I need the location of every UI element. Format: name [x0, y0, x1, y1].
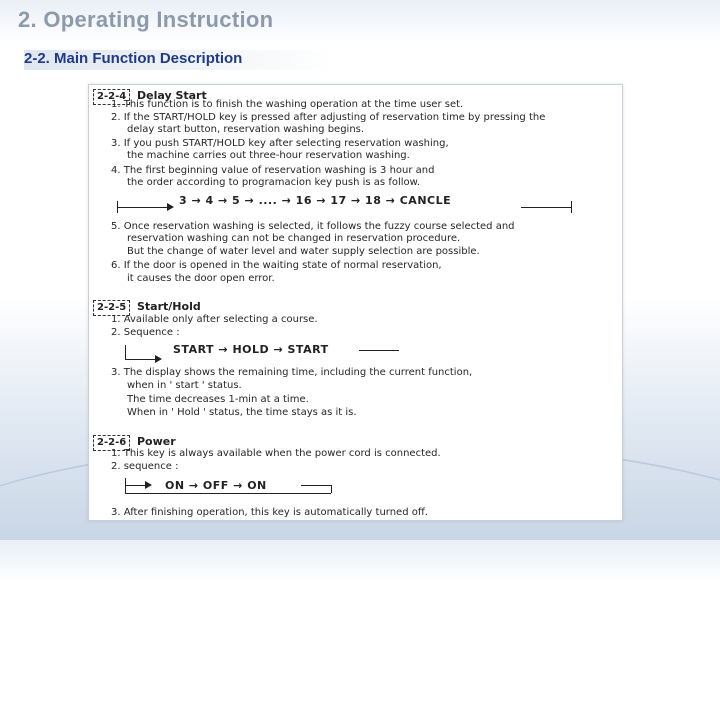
section-code-badge: 2-2-5	[93, 300, 130, 316]
section-heading-power: Power	[137, 435, 176, 448]
starthold-line-5: The time decreases 1-min at a time.	[127, 394, 309, 405]
sequence-bottom-line	[125, 493, 331, 494]
power-line-3: 3. After finishing operation, this key is automatically turned off.	[111, 507, 428, 518]
sequence-lead-line	[125, 359, 157, 360]
power-line-1: 1. This key is always available when the power cord is connected.	[111, 448, 441, 459]
arrow-head-icon	[155, 355, 162, 363]
delay-line-4: 3. If you push START/HOLD key after selecting reservation washing,	[111, 138, 449, 149]
delay-line-8: 5. Once reservation washing is selected, it follows the fuzzy course selected and	[111, 221, 515, 232]
subtitle-band	[24, 50, 334, 70]
delay-line-3: delay start button, reservation washing begins.	[127, 124, 365, 135]
starthold-line-4: when in ' start ' status.	[127, 380, 242, 391]
starthold-line-3: 3. The display shows the remaining time, including the current function,	[111, 367, 473, 378]
sequence-bracket-left	[125, 345, 126, 359]
delay-line-5: the machine carries out three-hour reservation washing.	[127, 150, 410, 161]
starthold-sequence-text: START → HOLD → START	[173, 343, 329, 356]
delay-line-12: it causes the door open error.	[127, 273, 275, 284]
section-heading-delay-start: Delay Start	[137, 89, 207, 102]
delay-line-6: 4. The first beginning value of reservation washing is 3 hour and	[111, 165, 435, 176]
delay-line-9: reservation washing can not be changed in reservation procedure.	[127, 233, 461, 244]
delay-line-2: 2. If the START/HOLD key is pressed after adjusting of reservation time by pressing the	[111, 112, 546, 123]
sequence-tail-line	[301, 485, 331, 486]
section-heading-start-hold: Start/Hold	[137, 300, 201, 313]
sequence-lead-line	[117, 207, 169, 208]
sequence-lead-line	[125, 485, 145, 486]
slide-subtitle: 2-2. Main Function Description	[24, 50, 243, 67]
delay-line-1: 1. This function is to finish the washing operation at the time user set.	[111, 99, 464, 110]
power-line-2: 2. sequence :	[111, 461, 179, 472]
slide-title: 2. Operating Instruction	[18, 7, 274, 32]
delay-sequence-text: 3 → 4 → 5 → .... → 16 → 17 → 18 → CANCLE	[179, 194, 452, 207]
scanned-manual-page	[88, 84, 623, 521]
power-sequence-text: ON → OFF → ON	[165, 479, 267, 492]
delay-line-10: But the change of water level and water supply selection are possible.	[127, 246, 480, 257]
starthold-line-1: 1. Available only after selecting a course.	[111, 314, 318, 325]
starthold-line-2: 2. Sequence :	[111, 327, 180, 338]
delay-line-7: the order according to programacion key push is as follow.	[127, 177, 421, 188]
section-code-badge: 2-2-4	[93, 89, 130, 105]
sequence-tail-line	[359, 350, 399, 351]
starthold-line-6: When in ' Hold ' status, the time stays as it is.	[127, 407, 357, 418]
section-code-badge: 2-2-6	[93, 435, 130, 451]
sequence-bracket-right	[571, 201, 572, 213]
arrow-head-icon	[167, 203, 174, 211]
sequence-bracket-right	[331, 485, 332, 493]
delay-line-11: 6. If the door is opened in the waiting state of normal reservation,	[111, 260, 442, 271]
arrow-head-icon	[145, 481, 152, 489]
sequence-tail-line	[521, 207, 571, 208]
